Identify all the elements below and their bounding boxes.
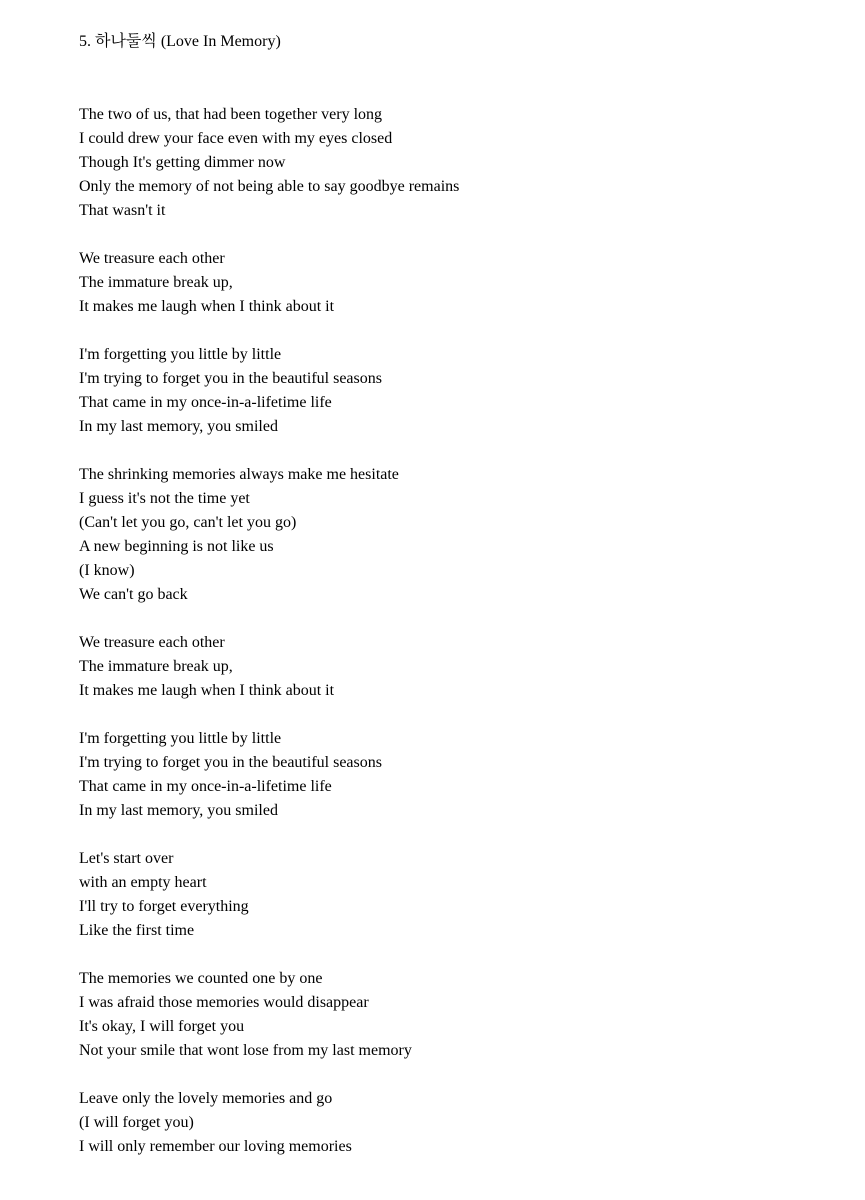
lyric-line: Let's start over (79, 850, 174, 867)
lyric-line: In my last memory, you smiled (79, 802, 278, 819)
lyrics-stanza (79, 343, 839, 439)
lyrics-stanza (79, 103, 839, 223)
lyric-line: I'll try to forget everything (79, 898, 249, 915)
lyric-line: It makes me laugh when I think about it (79, 682, 335, 699)
lyric-line: Though It's getting dimmer now (79, 154, 286, 171)
lyric-line: Not your smile that wont lose from my last memory (79, 1042, 412, 1059)
lyric-line: I'm trying to forget you in the beautiful seasons (79, 754, 382, 771)
lyric-line: Leave only the lovely memories and go (79, 1090, 333, 1107)
lyric-line: We treasure each other (79, 634, 225, 651)
lyric-line: In my last memory, you smiled (79, 418, 278, 435)
lyric-line: The shrinking memories always make me hesitate (79, 466, 399, 483)
lyric-line: I could drew your face even with my eyes closed (79, 130, 393, 147)
lyric-line: I'm forgetting you little by little (79, 730, 282, 747)
song-title: 5. 하나둘씩 (Love In Memory) (79, 33, 281, 50)
lyric-line: A new beginning is not like us (79, 538, 274, 555)
lyric-line: That wasn't it (79, 202, 166, 219)
lyric-line: (Can't let you go, can't let you go) (79, 514, 297, 531)
lyric-line: It makes me laugh when I think about it (79, 298, 335, 315)
lyric-line: We can't go back (79, 586, 188, 603)
lyric-line: I'm trying to forget you in the beautiful seasons (79, 370, 382, 387)
lyric-line: I'm forgetting you little by little (79, 346, 282, 363)
lyric-line: with an empty heart (79, 874, 207, 891)
lyric-line: We treasure each other (79, 250, 225, 267)
lyric-line: The immature break up, (79, 658, 233, 675)
lyric-line: (I know) (79, 562, 135, 579)
lyrics-stanza (79, 247, 839, 319)
lyric-line: The memories we counted one by one (79, 970, 323, 987)
lyric-line: It's okay, I will forget you (79, 1018, 245, 1035)
lyrics-stanza (79, 463, 839, 607)
lyrics-stanza (79, 847, 839, 943)
lyric-line: That came in my once-in-a-lifetime life (79, 394, 332, 411)
lyrics-stanza (79, 727, 839, 823)
lyric-line: Only the memory of not being able to say goodbye remains (79, 178, 460, 195)
lyrics-stanza (79, 1087, 839, 1159)
lyric-line: Like the first time (79, 922, 195, 939)
lyrics-stanza (79, 631, 839, 703)
lyric-line: The two of us, that had been together very long (79, 106, 383, 123)
lyric-line: The immature break up, (79, 274, 233, 291)
lyric-line: I was afraid those memories would disappear (79, 994, 369, 1011)
lyric-line: (I will forget you) (79, 1114, 194, 1131)
lyric-line: That came in my once-in-a-lifetime life (79, 778, 332, 795)
lyric-line: I will only remember our loving memories (79, 1138, 352, 1155)
lyrics-stanza (79, 967, 839, 1063)
lyric-line: I guess it's not the time yet (79, 490, 250, 507)
lyrics-body (79, 103, 839, 1183)
